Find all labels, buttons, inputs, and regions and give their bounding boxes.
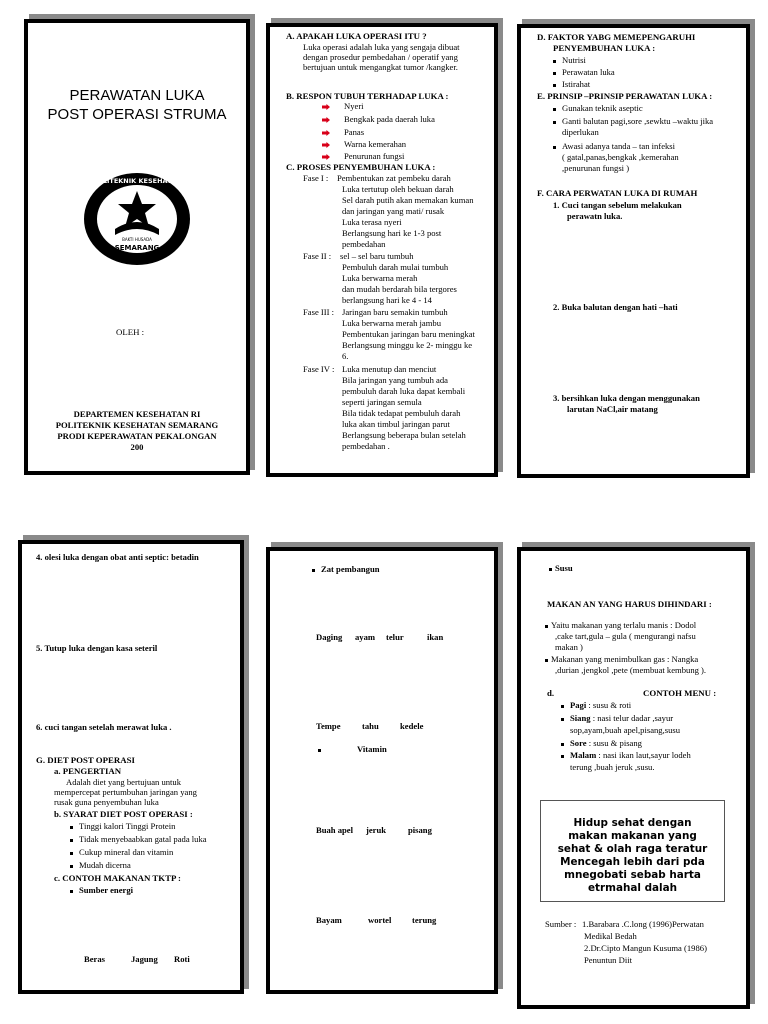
section-g-title: G. DIET POST OPERASI xyxy=(36,755,135,765)
fase3-line: Pembentukan jaringan baru meningkat xyxy=(342,329,475,339)
f-step-2: 2. Buka balutan dengan hati –hati xyxy=(553,302,678,312)
section-a-title: A. APAKAH LUKA OPERASI ITU ? xyxy=(286,31,427,41)
food-item: Beras xyxy=(84,954,106,964)
bullet-icon xyxy=(545,659,548,662)
bullet-icon xyxy=(545,625,548,628)
b-item: Bengkak pada daerah luka xyxy=(344,114,435,124)
g-a-text: mempercepat pertumbuhan jaringan yang xyxy=(54,787,197,797)
fase1-line: Pembentukan zat pembeku darah xyxy=(337,173,451,183)
g-b-title: b. SYARAT DIET POST OPERASI : xyxy=(54,809,193,819)
menu-item-cont: terung ,buah jeruk ,susu. xyxy=(570,762,655,772)
avoid-item-cont: ,cake tart,gula – gula ( mengurangi nafsu xyxy=(555,631,696,641)
food-item: ikan xyxy=(427,632,444,642)
cover-title-line2: POST OPERASI STRUMA xyxy=(47,106,227,123)
g-b-item: Mudah dicerna xyxy=(70,860,131,870)
fase3-line: Jaringan baru semakin tumbuh xyxy=(342,307,448,317)
menu-title: CONTOH MENU : xyxy=(643,688,717,698)
fase1-line: Luka tertutup oleh bekuan darah xyxy=(342,184,454,194)
bullet-icon xyxy=(70,839,73,842)
panel-wound-care xyxy=(517,24,750,478)
e-item-cont: ( gatal,panas,bengkak ,kemerahan xyxy=(562,152,679,162)
sumber-label: Sumber : xyxy=(545,919,577,929)
fase2-line: sel – sel baru tumbuh xyxy=(340,251,414,261)
bullet-icon xyxy=(561,743,564,746)
panel-food-examples xyxy=(266,547,498,994)
arrow-icon xyxy=(322,104,330,110)
f-step-3-cont: larutan NaCl,air matang xyxy=(567,404,658,414)
b-item: Warna kemerahan xyxy=(344,139,407,149)
food-item: Tempe xyxy=(316,721,341,731)
fase2-line: dan mudah berdarah bila tergores xyxy=(342,284,457,294)
section-b-title: B. RESPON TUBUH TERHADAP LUKA : xyxy=(286,91,449,101)
fase1-line: dan jaringan yang mati/ rusak xyxy=(342,206,445,216)
fase3-label: Fase III : xyxy=(303,307,335,317)
avoid-item: Makanan yang menimbulkan gas : Nangka xyxy=(545,654,698,664)
step-4: 4. olesi luka dengan obat anti septic: betadin xyxy=(36,552,199,562)
fase4-label: Fase IV : xyxy=(303,364,335,374)
e-item: Ganti balutan pagi,sore ,sewktu –waktu jika xyxy=(553,116,713,126)
bullet-icon xyxy=(561,755,564,758)
b-item: Nyeri xyxy=(344,101,364,111)
fase4-line: Berlangsung beberapa bulan setelah xyxy=(342,430,466,440)
avoid-item-cont: ,durian ,jengkol ,pete (membuat kembung ). xyxy=(555,665,707,675)
section-f-title: F. CARA PERWATAN LUKA DI RUMAH xyxy=(537,188,698,198)
g-b-item: Tinggi kalori Tinggi Protein xyxy=(70,821,175,831)
fase4-line: Bila jaringan yang tumbuh ada xyxy=(342,375,448,385)
avoid-title: MAKAN AN YANG HARUS DIHINDARI : xyxy=(547,599,712,609)
g-b-item: Cukup mineral dan vitamin xyxy=(70,847,173,857)
g-a-title: a. PENGERTIAN xyxy=(54,766,122,776)
arrow-icon xyxy=(322,117,330,123)
bullet-icon xyxy=(561,705,564,708)
section-a-text-3: bertujuan untuk mengangkat tumor /kangker. xyxy=(303,62,458,72)
fase4-line: luka akan timbul jaringan parut xyxy=(342,419,450,429)
panel-diet xyxy=(18,540,244,994)
menu-item-pagi: Pagi : susu & roti xyxy=(561,700,631,710)
food-item: tahu xyxy=(362,721,379,731)
quote-line: makan makanan yang xyxy=(568,830,697,842)
fase1-label: Fase I : xyxy=(303,173,329,183)
food-item: jeruk xyxy=(366,825,387,835)
f-step-1-cont: perawatn luka. xyxy=(567,211,623,221)
susu-item: Susu xyxy=(549,563,573,573)
step-6: 6. cuci tangan setelah merawat luka . xyxy=(36,722,172,732)
sumber-line: 1.Barabara .C.long (1996)Perwatan xyxy=(582,919,704,929)
cover-title-line1: PERAWATAN LUKA xyxy=(69,87,205,104)
cover-footer-1: DEPARTEMEN KESEHATAN RI xyxy=(73,409,201,419)
fase4-line: pembedahan . xyxy=(342,441,390,451)
bullet-icon xyxy=(553,108,556,111)
b-item: Penurunan fungsi xyxy=(344,151,405,161)
bullet-icon xyxy=(549,568,552,571)
food-item: Jagung xyxy=(131,954,158,964)
quote-line: sehat & olah raga teratur xyxy=(557,843,708,855)
e-item: Awasi adanya tanda – tan infeksi xyxy=(553,141,675,151)
d-item: Nutrisi xyxy=(553,55,586,65)
section-a-text-2: dengan prosedur pembedahan / operatif yang xyxy=(303,52,458,62)
avoid-item: Yaitu makanan yang terlalu manis : Dodol xyxy=(545,620,696,630)
menu-item-sore: Sore : susu & pisang xyxy=(561,738,642,748)
fase3-line: Berlangsung minggu ke 2- minggu ke xyxy=(342,340,473,350)
cover-oleh: OLEH : xyxy=(116,327,145,337)
d-item: Istirahat xyxy=(553,79,590,89)
panel-menu xyxy=(517,547,750,1009)
food-item: ayam xyxy=(355,632,376,642)
arrow-icon xyxy=(322,130,330,136)
bullet-icon xyxy=(561,718,564,721)
section-e-title: E. PRINSIP –PRINSIP PERAWATAN LUKA : xyxy=(537,91,713,101)
quote-line: Mencegah lebih dari pda xyxy=(560,856,705,868)
cover-panel xyxy=(24,19,250,475)
fase2-line: Luka berwarna merah xyxy=(342,273,418,283)
quote-box xyxy=(540,800,725,902)
fase1-line: Luka terasa nyeri xyxy=(342,217,402,227)
g-a-text: rusak guna penyembuhan luka xyxy=(54,797,159,807)
fase1-line: pembedahan xyxy=(342,239,386,249)
vitamin-item: Vitamin xyxy=(318,744,387,754)
bullet-icon xyxy=(553,72,556,75)
logo-text-bottom: SEMARANG xyxy=(114,244,160,252)
g-a-text: Adalah diet yang bertujuan untuk xyxy=(66,777,182,787)
food-item: telur xyxy=(386,632,404,642)
d-item: Perawatan luka xyxy=(553,67,615,77)
f-step-1: 1. Cuci tangan sebelum melakukan xyxy=(553,200,682,210)
bullet-icon xyxy=(318,749,321,752)
fase4-line: pembuluh darah luka dapat kembali xyxy=(342,386,466,396)
food-item: Daging xyxy=(316,632,343,642)
b-item: Panas xyxy=(344,127,365,137)
food-item: kedele xyxy=(400,721,424,731)
food-item: terung xyxy=(412,915,437,925)
cover-footer-4: 200 xyxy=(130,442,144,452)
bullet-icon xyxy=(70,865,73,868)
bullet-icon xyxy=(553,121,556,124)
e-item-cont: ,penurunan fungsi ) xyxy=(562,163,630,173)
bullet-icon xyxy=(70,826,73,829)
e-item: Gunakan teknik aseptic xyxy=(553,103,643,113)
food-item: Roti xyxy=(174,954,190,964)
arrow-icon xyxy=(322,142,330,148)
section-c-title: C. PROSES PENYEMBUHAN LUKA : xyxy=(286,162,436,172)
g-c-item: Sumber energi xyxy=(70,885,133,895)
poltekkes-logo xyxy=(82,171,192,267)
g-b-item: Tidak menyebaabkan gatal pada luka xyxy=(70,834,207,844)
food-item: Buah apel xyxy=(316,825,354,835)
g-c-title: c. CONTOH MAKANAN TKTP : xyxy=(54,873,181,883)
cover-footer-3: PRODI KEPERAWATAN PEKALONGAN xyxy=(57,431,217,441)
food-item: Bayam xyxy=(316,915,342,925)
section-a-text-1: Luka operasi adalah luka yang sengaja dibuat xyxy=(303,42,460,52)
fase4-line: Bila tidak tedapat pembuluh darah xyxy=(342,408,461,418)
menu-item-cont: sop,ayam,buah apel,pisang,susu xyxy=(570,725,681,735)
bullet-icon xyxy=(70,852,73,855)
menu-item-siang: Siang : nasi telur dadar ,sayur xyxy=(561,713,673,723)
sumber-line: Medikal Bedah xyxy=(584,931,637,941)
fase1-line: Berlangsung hari ke 1-3 post xyxy=(342,228,442,238)
menu-letter: d. xyxy=(547,688,555,698)
step-5: 5. Tutup luka dengan kasa seteril xyxy=(36,643,158,653)
sumber-line: 2.Dr.Cipto Mangun Kusuma (1986) xyxy=(584,943,707,953)
panel-wound-info xyxy=(266,23,498,477)
sumber-line: Penuntun Diit xyxy=(584,955,632,965)
section-d-title-1: D. FAKTOR YABG MEMEPENGARUHI xyxy=(537,32,696,42)
fase2-line: Pembuluh darah mulai tumbuh xyxy=(342,262,449,272)
bullet-icon xyxy=(70,890,73,893)
bullet-icon xyxy=(312,569,315,572)
zat-item: Zat pembangun xyxy=(312,564,380,574)
bullet-icon xyxy=(553,60,556,63)
fase3-line: 6. xyxy=(342,351,349,361)
fase4-line: seperti jaringan semula xyxy=(342,397,422,407)
food-item: wortel xyxy=(368,915,392,925)
logo-text-top: POLITEKNIK KESEHATAN xyxy=(92,177,182,185)
section-d-title-2: PENYEMBUHAN LUKA : xyxy=(553,43,656,53)
quote-line: mnegobati sebab harta xyxy=(564,869,701,881)
f-step-3: 3. bersihkan luka dengan menggunakan xyxy=(553,393,700,403)
quote-line: etrmahal dalah xyxy=(588,882,677,894)
bullet-icon xyxy=(553,84,556,87)
quote-line: Hidup sehat dengan xyxy=(573,817,692,829)
bullet-icon xyxy=(553,146,556,149)
fase4-line: Luka menutup dan menciut xyxy=(342,364,437,374)
menu-item-malam: Malam : nasi ikan laut,sayur lodeh xyxy=(561,750,691,760)
cover-footer-2: POLITEKNIK KESEHATAN SEMARANG xyxy=(55,420,219,430)
arrow-icon xyxy=(322,154,330,160)
fase3-line: Luka berwarna merah jambu xyxy=(342,318,442,328)
logo-motto: BAKTI HUSADA xyxy=(122,237,152,242)
fase2-label: Fase II : xyxy=(303,251,332,261)
avoid-item-cont: makan ) xyxy=(555,642,583,652)
fase1-line: Sel darah putih akan memakan kuman xyxy=(342,195,474,205)
e-item-cont: diperlukan xyxy=(562,127,599,137)
food-item: pisang xyxy=(408,825,432,835)
fase2-line: berlangsung hari ke 4 - 14 xyxy=(342,295,432,305)
